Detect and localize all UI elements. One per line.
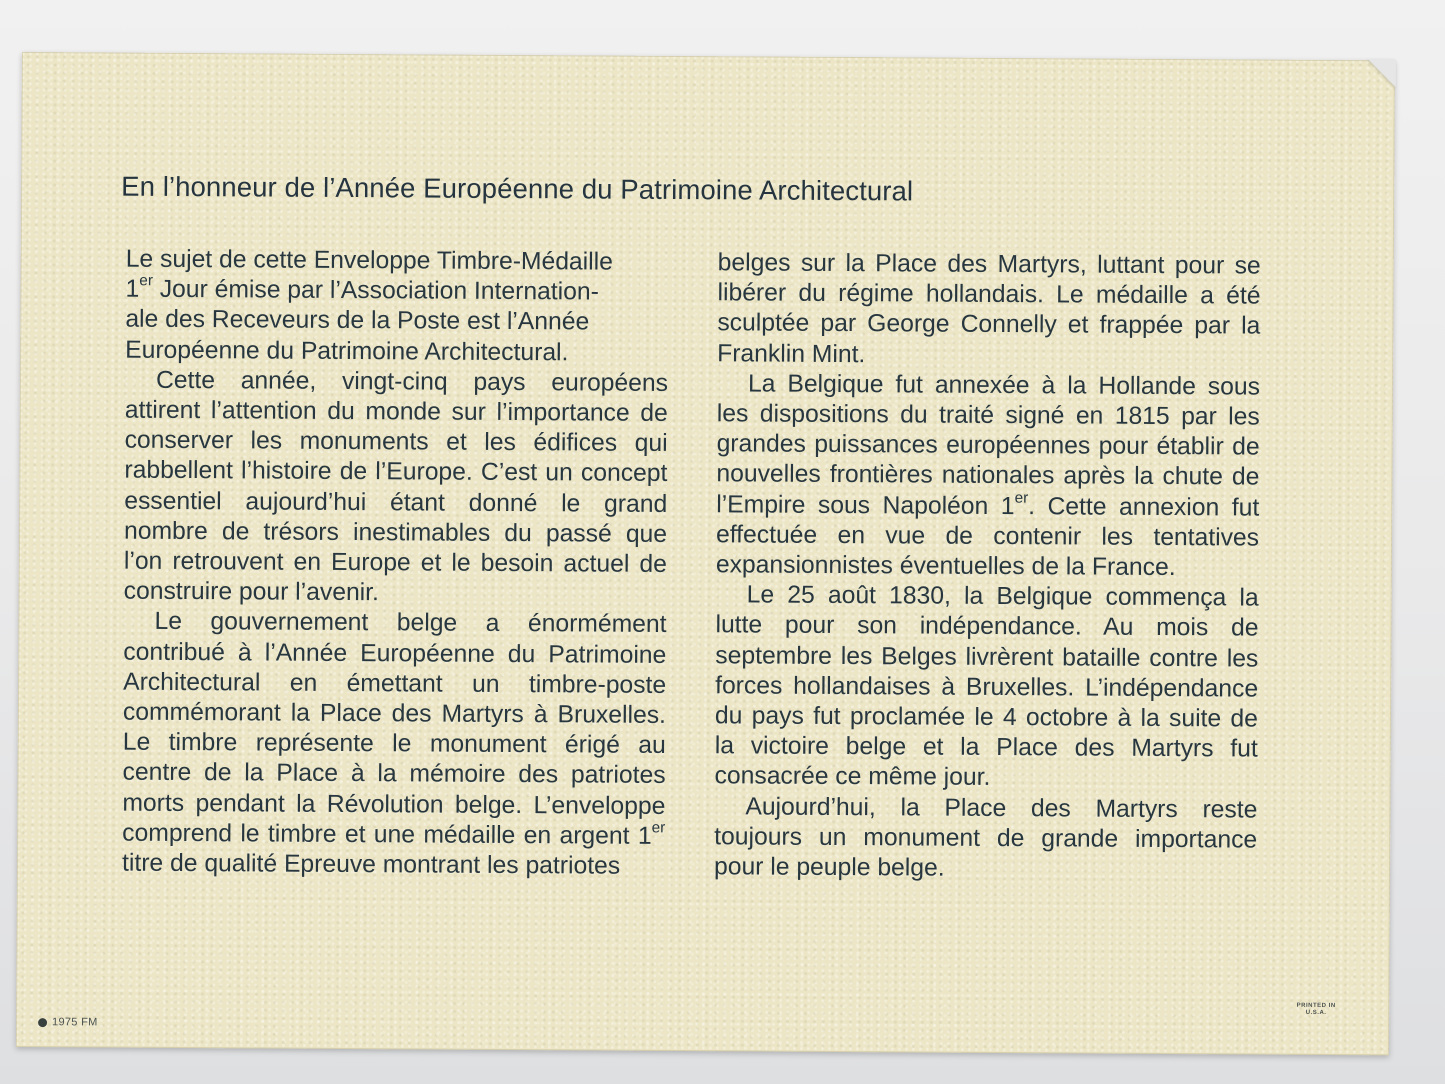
left-paragraph-2: Cette année, vingt-cinq pays européens attirent l’attention du monde sur l’importance de conserver les monuments et les édifices qui rabbellent l’histoire de l’Europe. C’est un concept essentiel aujourd’hui étant donné le grand nombre de trésors inestimables du passé que l’on retrouvent en Europe et le besoin actuel de construire pour l’avenir. (123, 366, 669, 607)
left-paragraph-1: Le sujet de cette Enveloppe Timbre-Médaille 1er Jour émise par l’Association Internation- ale des Receveurs de la Poste est l’Année Européenne du Patrimoine Architectural. (125, 245, 613, 366)
corner-fold (1368, 59, 1396, 87)
copyright-notice (38, 1016, 98, 1028)
right-paragraph-1: belges sur la Place des Martyrs, luttant pour se libérer du régime hollandais. Le médaille a été sculptée par George Connelly et frappée par la Franklin Mint. (717, 249, 1261, 368)
right-column (714, 248, 1261, 886)
right-paragraph-4: Aujourd’hui, la Place des Martyrs reste toujours un monument de grande importance pour le peuple belge. (713, 793, 1258, 882)
document-title: En l’honneur de l’Année Européenne du Patrimoine Architectural (121, 170, 914, 207)
right-paragraph-3: Le 25 août 1830, la Belgique commença la lutte pour son indépendance. Au mois de septembre les Belges livrèrent bataille contre les forces hollandaises à Bruxelles. L’indépendance du pays fut proclamée le 4 octobre à la suite de la victoire belge et la Place des Martyrs fut consacrée ce même jour. (714, 581, 1259, 792)
left-column (122, 245, 669, 883)
right-paragraph-2: La Belgique fut annexée à la Hollande sous les dispositions du traité signé en 1815 par les grandes puissances européennes pour établir de nouvelles frontières nationales après la chute de l’Empire sous Napoléon 1er. Cette annexion fut effectuée en vue de contenir les tentatives expansionnistes éventuelles de la France. (715, 370, 1261, 582)
left-paragraph-3: Le gouvernement belge a énormément contribué à l’Année Européenne du Patrimoine Architectural en émettant un timbre-poste commémorant la Place des Martyrs à Bruxelles. Le timbre représente le monument érigé au centre de la Place à la mémoire des patriotes morts pendant la Révolution belge. L’enveloppe comprend le timbre et une médaille en argent 1er titre de qualité Epreuve montrant les patriotes (121, 608, 667, 880)
superscript-er: er (1014, 489, 1029, 507)
document-card (16, 52, 1395, 1055)
superscript-er: er (651, 819, 666, 837)
superscript-er: er (139, 272, 153, 290)
copyright-icon (38, 1018, 47, 1027)
printed-in-usa-mark: PRINTED IN U.S.A. (1296, 1002, 1336, 1016)
copyright-text: 1975 FM (52, 1016, 98, 1029)
